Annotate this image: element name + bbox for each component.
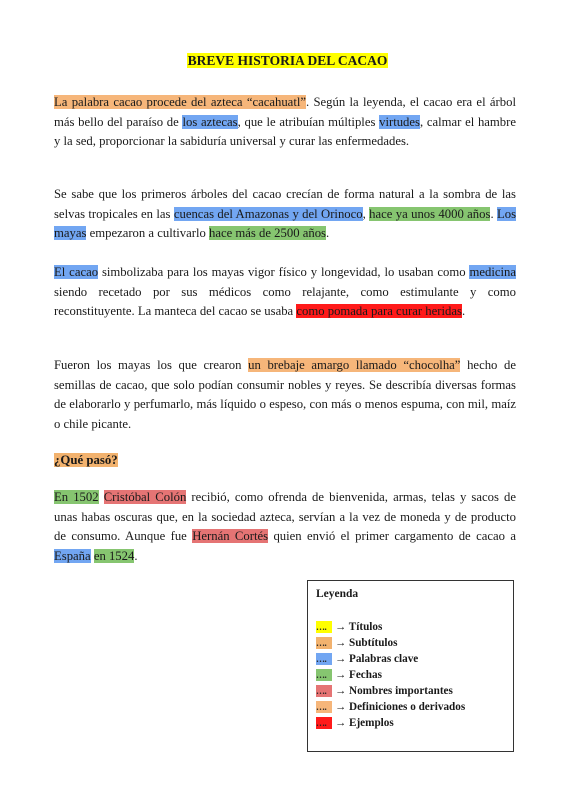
legend-item-definitions bbox=[316, 699, 465, 715]
title-highlight: BREVE HISTORIA DEL CACAO bbox=[187, 53, 388, 68]
legend-swatch-rose: …. bbox=[316, 685, 332, 697]
paragraph-text: simbolizaba para los mayas vigor físico y longevidad, lo usaban como bbox=[98, 265, 470, 279]
highlight-date: En 1502 bbox=[54, 490, 99, 504]
highlight-keyword: virtudes bbox=[379, 114, 420, 129]
legend-item-label: → Palabras clave bbox=[335, 653, 419, 665]
paragraph-history bbox=[54, 488, 516, 566]
legend-item-keywords bbox=[316, 651, 418, 667]
paragraph-text bbox=[99, 490, 104, 504]
subtitle-heading bbox=[54, 453, 118, 468]
paragraph-origin bbox=[54, 93, 516, 152]
paragraph-text: quien envió el primer cargamento de cacao a bbox=[268, 529, 516, 544]
highlight-keyword: España bbox=[54, 548, 91, 563]
highlight-keyword: El cacao bbox=[54, 265, 99, 279]
paragraph-text: Se sabe que los primeros árboles del cacao crecían de forma natural a la sombra de las selvas tropicales en las bbox=[54, 187, 516, 221]
legend-item-label: → Definiciones o derivados bbox=[335, 701, 466, 713]
highlight-keyword: los aztecas bbox=[182, 114, 238, 129]
paragraph-text: . Según la leyenda, el cacao era el árbol más bello del paraíso de bbox=[54, 95, 516, 129]
highlight-keyword: cuencas del Amazonas y del Orinoco bbox=[173, 206, 363, 221]
highlight-keyword: Los mayas bbox=[54, 206, 517, 241]
legend-item-label: → Títulos bbox=[335, 621, 383, 633]
paragraph-text: recibió, como ofrenda de bienvenida, armas, telas y sacos de unas habas oscuras que, en la sociedad azteca, servían a la vez de moneda y de producto de consumo. Aunque fue bbox=[54, 490, 516, 544]
highlight-date: hace más de 2500 años bbox=[209, 226, 326, 241]
legend-item-label: → Subtítulos bbox=[335, 637, 398, 649]
legend-item-dates bbox=[316, 667, 382, 683]
legend-swatch-green: …. bbox=[316, 669, 332, 681]
legend-swatch-blue: …. bbox=[316, 653, 332, 665]
highlight-name: Hernán Cortés bbox=[192, 529, 269, 544]
paragraph-symbolism bbox=[54, 263, 516, 322]
highlight-example: como pomada para curar heridas bbox=[296, 304, 462, 319]
legend-swatch-red: …. bbox=[316, 717, 332, 729]
document-title bbox=[0, 53, 575, 69]
paragraph-text: siendo recetado por sus médicos como relajante, como estimulante y como reconstituyente. La manteca del cacao se usaba bbox=[54, 284, 516, 319]
legend-box bbox=[307, 580, 514, 752]
legend-item-titles bbox=[316, 619, 382, 635]
paragraph-chocolha bbox=[54, 356, 516, 434]
legend-item-subtitles bbox=[316, 635, 398, 651]
highlight-name: Cristóbal Colón bbox=[103, 490, 187, 504]
paragraph-text: Fueron los mayas los que crearon bbox=[54, 358, 249, 372]
paragraph-trees bbox=[54, 185, 516, 244]
subtitle-highlight: ¿Qué pasó? bbox=[54, 453, 118, 467]
legend-item-examples bbox=[316, 715, 394, 731]
paragraph-text: , bbox=[362, 206, 370, 221]
legend-item-names bbox=[316, 683, 453, 699]
paragraph-text: empezaron a cultivarlo bbox=[86, 226, 210, 241]
legend-swatch-yellow: …. bbox=[316, 621, 332, 633]
highlight-date: en 1524 bbox=[93, 548, 135, 563]
legend-item-label: → Nombres importantes bbox=[335, 685, 453, 697]
paragraph-text: . bbox=[461, 304, 466, 319]
legend-swatch-light-orange: …. bbox=[316, 701, 332, 713]
paragraph-text: , que le atribuían múltiples bbox=[237, 114, 380, 129]
paragraph-text: . bbox=[326, 226, 330, 241]
paragraph-text: . bbox=[490, 206, 497, 221]
paragraph-text: , calmar el hambre y la sed, proporcionar la sabiduría universal y curar las enfermedades. bbox=[54, 114, 516, 149]
legend-swatch-orange: …. bbox=[316, 637, 332, 649]
paragraph-text: hecho de semillas de cacao, que solo podían consumir nobles y reyes. Se describía diversas formas de elaborarlo y perfumarlo, más líquido o espeso, con más o menos espuma, con mil, maíz o chile picante. bbox=[54, 358, 516, 431]
highlight-definition: un brebaje amargo llamado “chocolha” bbox=[248, 358, 461, 372]
highlight-definition: La palabra cacao procede del azteca “cacahuatl” bbox=[54, 95, 306, 109]
legend-item-label: → Fechas bbox=[335, 669, 382, 681]
highlight-date: hace ya unos 4000 años bbox=[369, 206, 491, 221]
highlight-keyword: medicina bbox=[469, 265, 516, 279]
legend-title: Leyenda bbox=[316, 588, 359, 600]
legend-item-label: → Ejemplos bbox=[335, 717, 394, 729]
paragraph-text: . bbox=[134, 548, 138, 563]
